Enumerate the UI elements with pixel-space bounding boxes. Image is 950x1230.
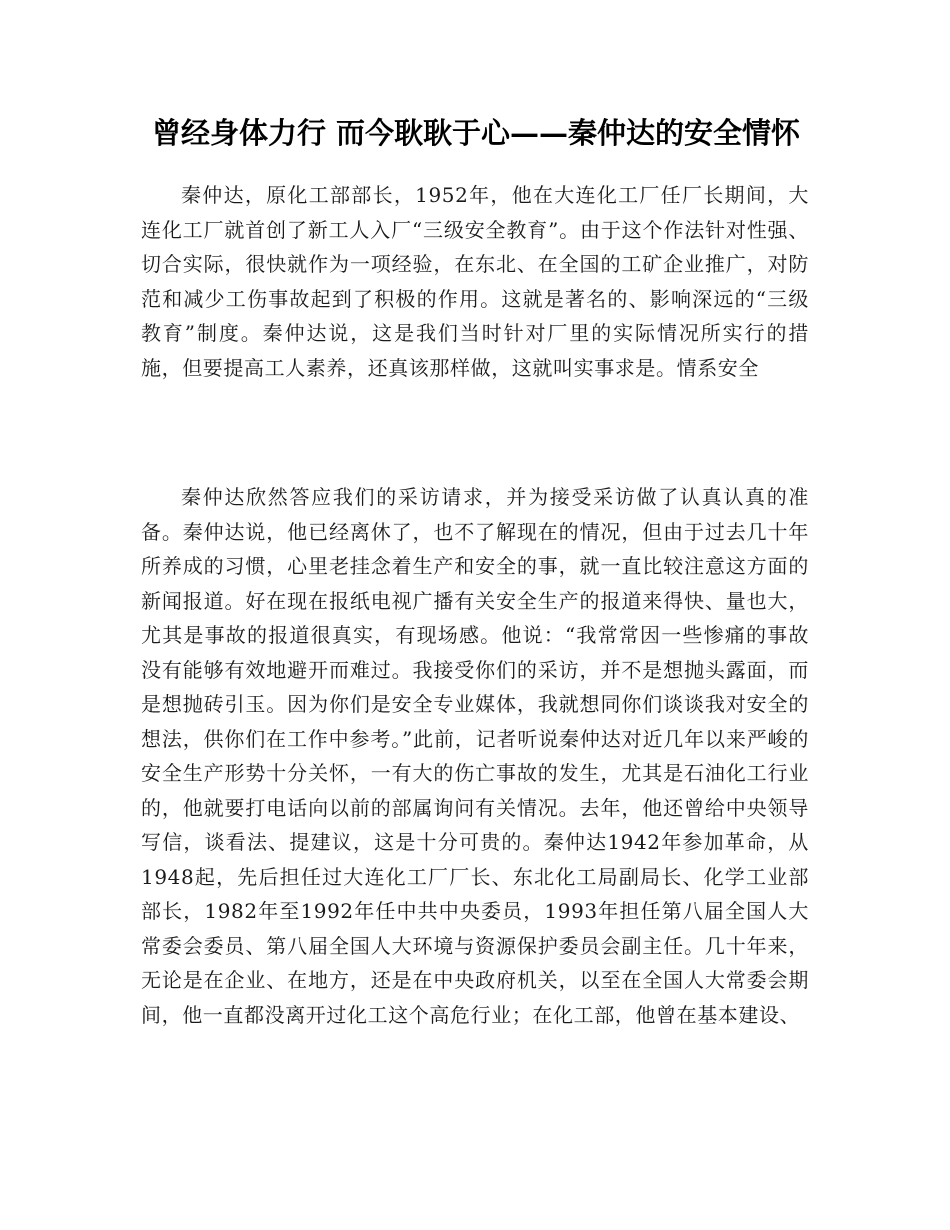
body-paragraph: 秦仲达欣然答应我们的采访请求，并为接受采访做了认真认真的准备。秦仲达说，他已经离休了，也不了解现在的情况，但由于过去几十年所养成的习惯，心里老挂念着生产和安全的事，就一直比较注意这方面的新闻报道。好在现在报纸电视广播有关安全生产的报道来得快、量也大，尤其是事故的报道很真实，有现场感。他说：“我常常因一些惨痛的事故没有能够有效地避开而难过。我接受你们的采访，并不是想抛头露面，而是想抛砖引玉。因为你们是安全专业媒体，我就想同你们谈谈我对安全的想法，供你们在工作中参考。”此前，记者听说秦仲达对近几年以来严峻的安全生产形势十分关怀，一有大的伤亡事故的发生，尤其是石油化工行业的，他就要打电话向以前的部属询问有关情况。去年，他还曾给中央领导写信，谈看法、提建议，这是十分可贵的。秦仲达1942年参加革命，从1948起，先后担任过大连化工厂厂长、东北化工局副局长、化学工业部部长，1982年至1992年任中共中央委员，1993年担任第八届全国人大常委会委员、第八届全国人大环境与资源保护委员会副主任。几十年来，无论是在企业、在地方，还是在中央政府机关，以至在全国人大常委会期间，他一直都没离开过化工这个高危行业；在化工部，他曾在基本建设、 [141, 485, 809, 1027]
article-title: 曾经身体力行 而今耿耿于心——秦仲达的安全情怀 [151, 116, 801, 150]
body-paragraph: 秦仲达，原化工部部长，1952年，他在大连化工厂任厂长期间，大连化工厂就首创了新工人入厂“三级安全教育”。由于这个作法针对性强、切合实际，很快就作为一项经验，在东北、在全国的工矿企业推广，对防范和减少工伤事故起到了积极的作用。这就是著名的、影响深远的“三级教育”制度。秦仲达说，这是我们当时针对厂里的实际情况所实行的措施，但要提高工人素养，还真该那样做，这就叫实事求是。情系安全 [141, 183, 809, 380]
